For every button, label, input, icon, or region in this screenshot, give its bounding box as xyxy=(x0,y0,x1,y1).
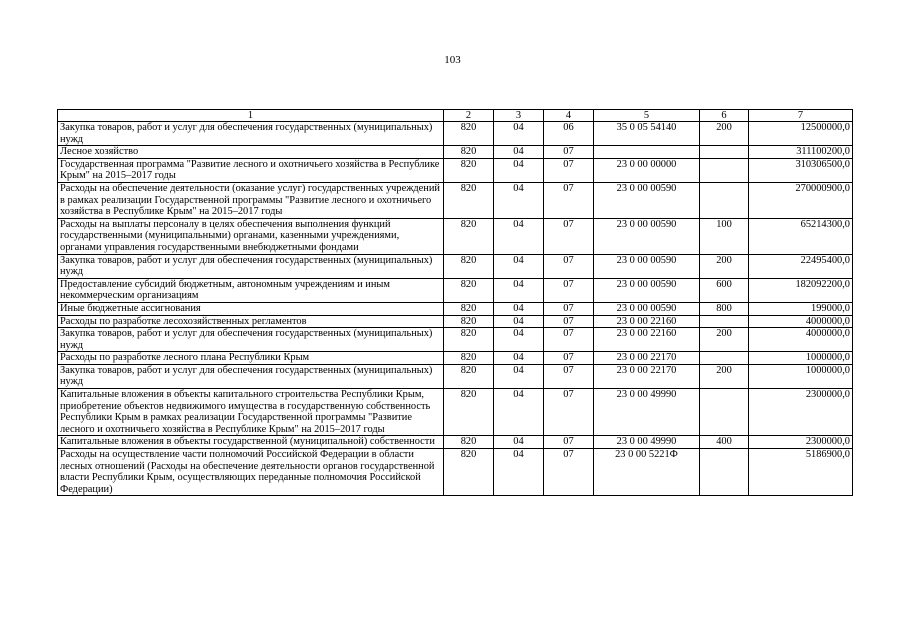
section-code-cell: 04 xyxy=(494,328,544,352)
ministry-code-cell: 820 xyxy=(444,449,494,496)
amount-cell: 2300000,0 xyxy=(749,436,853,449)
section-code-cell: 04 xyxy=(494,364,544,388)
amount-cell: 65214300,0 xyxy=(749,218,853,254)
expense-name-cell: Капитальные вложения в объекты государственной (муниципальной) собственности xyxy=(58,436,444,449)
column-header: 5 xyxy=(594,110,700,122)
subsection-code-cell: 07 xyxy=(544,449,594,496)
amount-cell: 5186900,0 xyxy=(749,449,853,496)
target-article-cell: 23 0 00 22160 xyxy=(594,328,700,352)
table-row xyxy=(58,449,853,496)
ministry-code-cell: 820 xyxy=(444,315,494,328)
amount-cell: 1000000,0 xyxy=(749,364,853,388)
expense-name-cell: Лесное хозяйство xyxy=(58,146,444,159)
target-article-cell: 23 0 00 49990 xyxy=(594,436,700,449)
expense-name-cell: Расходы по разработке лесного плана Республики Крым xyxy=(58,352,444,365)
table-row xyxy=(58,122,853,146)
subsection-code-cell: 07 xyxy=(544,278,594,302)
ministry-code-cell: 820 xyxy=(444,278,494,302)
budget-table xyxy=(57,109,853,496)
expense-name-cell: Закупка товаров, работ и услуг для обеспечения государственных (муниципальных) нужд xyxy=(58,254,444,278)
column-header: 7 xyxy=(749,110,853,122)
ministry-code-cell: 820 xyxy=(444,218,494,254)
expense-type-cell: 200 xyxy=(700,328,749,352)
table-row xyxy=(58,218,853,254)
amount-cell: 182092200,0 xyxy=(749,278,853,302)
ministry-code-cell: 820 xyxy=(444,146,494,159)
ministry-code-cell: 820 xyxy=(444,352,494,365)
subsection-code-cell: 07 xyxy=(544,254,594,278)
section-code-cell: 04 xyxy=(494,146,544,159)
amount-cell: 270000900,0 xyxy=(749,182,853,218)
column-header: 4 xyxy=(544,110,594,122)
expense-type-cell: 400 xyxy=(700,436,749,449)
target-article-cell xyxy=(594,146,700,159)
expense-name-cell: Расходы на выплаты персоналу в целях обеспечения выполнения функций государственными (муниципальными) органами, казенными учреждениями, органами управления государственными внебюджетными фондами xyxy=(58,218,444,254)
ministry-code-cell: 820 xyxy=(444,158,494,182)
expense-type-cell xyxy=(700,449,749,496)
ministry-code-cell: 820 xyxy=(444,254,494,278)
subsection-code-cell: 07 xyxy=(544,146,594,159)
expense-type-cell xyxy=(700,352,749,365)
section-code-cell: 04 xyxy=(494,315,544,328)
subsection-code-cell: 07 xyxy=(544,315,594,328)
table-row xyxy=(58,146,853,159)
expense-type-cell: 200 xyxy=(700,364,749,388)
amount-cell: 22495400,0 xyxy=(749,254,853,278)
subsection-code-cell: 06 xyxy=(544,122,594,146)
section-code-cell: 04 xyxy=(494,122,544,146)
section-code-cell: 04 xyxy=(494,449,544,496)
expense-name-cell: Закупка товаров, работ и услуг для обеспечения государственных (муниципальных) нужд xyxy=(58,122,444,146)
table-row xyxy=(58,158,853,182)
subsection-code-cell: 07 xyxy=(544,352,594,365)
amount-cell: 4000000,0 xyxy=(749,315,853,328)
subsection-code-cell: 07 xyxy=(544,182,594,218)
target-article-cell: 23 0 00 49990 xyxy=(594,389,700,436)
column-header: 2 xyxy=(444,110,494,122)
section-code-cell: 04 xyxy=(494,218,544,254)
expense-type-cell: 800 xyxy=(700,302,749,315)
section-code-cell: 04 xyxy=(494,254,544,278)
ministry-code-cell: 820 xyxy=(444,302,494,315)
ministry-code-cell: 820 xyxy=(444,364,494,388)
column-header: 1 xyxy=(58,110,444,122)
expense-type-cell xyxy=(700,182,749,218)
table-row xyxy=(58,436,853,449)
target-article-cell: 23 0 00 00590 xyxy=(594,278,700,302)
expense-type-cell xyxy=(700,158,749,182)
ministry-code-cell: 820 xyxy=(444,182,494,218)
expense-type-cell xyxy=(700,315,749,328)
table-row xyxy=(58,254,853,278)
expense-name-cell: Расходы на обеспечение деятельности (оказание услуг) государственных учреждений в рамках реализации Государственной программы "Развитие лесного и охотничьего хозяйства в Республике Крым" на 2015–2017 годы xyxy=(58,182,444,218)
expense-type-cell xyxy=(700,146,749,159)
amount-cell: 4000000,0 xyxy=(749,328,853,352)
target-article-cell: 23 0 00 00000 xyxy=(594,158,700,182)
expense-name-cell: Закупка товаров, работ и услуг для обеспечения государственных (муниципальных) нужд xyxy=(58,328,444,352)
ministry-code-cell: 820 xyxy=(444,122,494,146)
table-row xyxy=(58,315,853,328)
section-code-cell: 04 xyxy=(494,389,544,436)
table-row xyxy=(58,302,853,315)
amount-cell: 1000000,0 xyxy=(749,352,853,365)
section-code-cell: 04 xyxy=(494,302,544,315)
expense-name-cell: Капитальные вложения в объекты капитального строительства Республики Крым, приобретение объектов недвижимого имущества в государственную собственность Республики Крым в рамках реализации Государственной программы "Развитие лесного и охотничьего хозяйства в Республике Крым" на 2015–2017 годы xyxy=(58,389,444,436)
page-number: 103 xyxy=(444,54,461,66)
amount-cell: 311100200,0 xyxy=(749,146,853,159)
table-header-row xyxy=(58,110,853,122)
subsection-code-cell: 07 xyxy=(544,364,594,388)
expense-type-cell: 200 xyxy=(700,122,749,146)
target-article-cell: 23 0 00 22170 xyxy=(594,364,700,388)
target-article-cell: 23 0 00 00590 xyxy=(594,218,700,254)
column-header: 3 xyxy=(494,110,544,122)
target-article-cell: 23 0 00 00590 xyxy=(594,302,700,315)
subsection-code-cell: 07 xyxy=(544,328,594,352)
amount-cell: 310306500,0 xyxy=(749,158,853,182)
expense-name-cell: Расходы по разработке лесохозяйственных регламентов xyxy=(58,315,444,328)
expense-name-cell: Государственная программа "Развитие лесного и охотничьего хозяйства в Республике Крым" на 2015–2017 годы xyxy=(58,158,444,182)
expense-name-cell: Закупка товаров, работ и услуг для обеспечения государственных (муниципальных) нужд xyxy=(58,364,444,388)
expense-type-cell: 200 xyxy=(700,254,749,278)
expense-type-cell: 600 xyxy=(700,278,749,302)
section-code-cell: 04 xyxy=(494,352,544,365)
ministry-code-cell: 820 xyxy=(444,389,494,436)
subsection-code-cell: 07 xyxy=(544,302,594,315)
target-article-cell: 23 0 00 00590 xyxy=(594,254,700,278)
target-article-cell: 35 0 05 54140 xyxy=(594,122,700,146)
expense-name-cell: Предоставление субсидий бюджетным, автономным учреждениям и иным некоммерческим организациям xyxy=(58,278,444,302)
expense-name-cell: Расходы на осуществление части полномочий Российской Федерации в области лесных отношений (Расходы на обеспечение деятельности органов государственной власти Республики Крым, осуществляющих переданные полномочия Российской Федерации) xyxy=(58,449,444,496)
column-header: 6 xyxy=(700,110,749,122)
amount-cell: 199000,0 xyxy=(749,302,853,315)
subsection-code-cell: 07 xyxy=(544,436,594,449)
table-row xyxy=(58,389,853,436)
ministry-code-cell: 820 xyxy=(444,436,494,449)
target-article-cell: 23 0 00 00590 xyxy=(594,182,700,218)
expense-type-cell xyxy=(700,389,749,436)
expense-name-cell: Иные бюджетные ассигнования xyxy=(58,302,444,315)
table-row xyxy=(58,182,853,218)
subsection-code-cell: 07 xyxy=(544,158,594,182)
target-article-cell: 23 0 00 5221Ф xyxy=(594,449,700,496)
section-code-cell: 04 xyxy=(494,158,544,182)
target-article-cell: 23 0 00 22170 xyxy=(594,352,700,365)
expense-type-cell: 100 xyxy=(700,218,749,254)
amount-cell: 2300000,0 xyxy=(749,389,853,436)
section-code-cell: 04 xyxy=(494,436,544,449)
subsection-code-cell: 07 xyxy=(544,389,594,436)
section-code-cell: 04 xyxy=(494,278,544,302)
table-row xyxy=(58,328,853,352)
target-article-cell: 23 0 00 22160 xyxy=(594,315,700,328)
table-row xyxy=(58,364,853,388)
ministry-code-cell: 820 xyxy=(444,328,494,352)
table-body xyxy=(58,122,853,496)
subsection-code-cell: 07 xyxy=(544,218,594,254)
table-row xyxy=(58,352,853,365)
section-code-cell: 04 xyxy=(494,182,544,218)
amount-cell: 12500000,0 xyxy=(749,122,853,146)
table-row xyxy=(58,278,853,302)
